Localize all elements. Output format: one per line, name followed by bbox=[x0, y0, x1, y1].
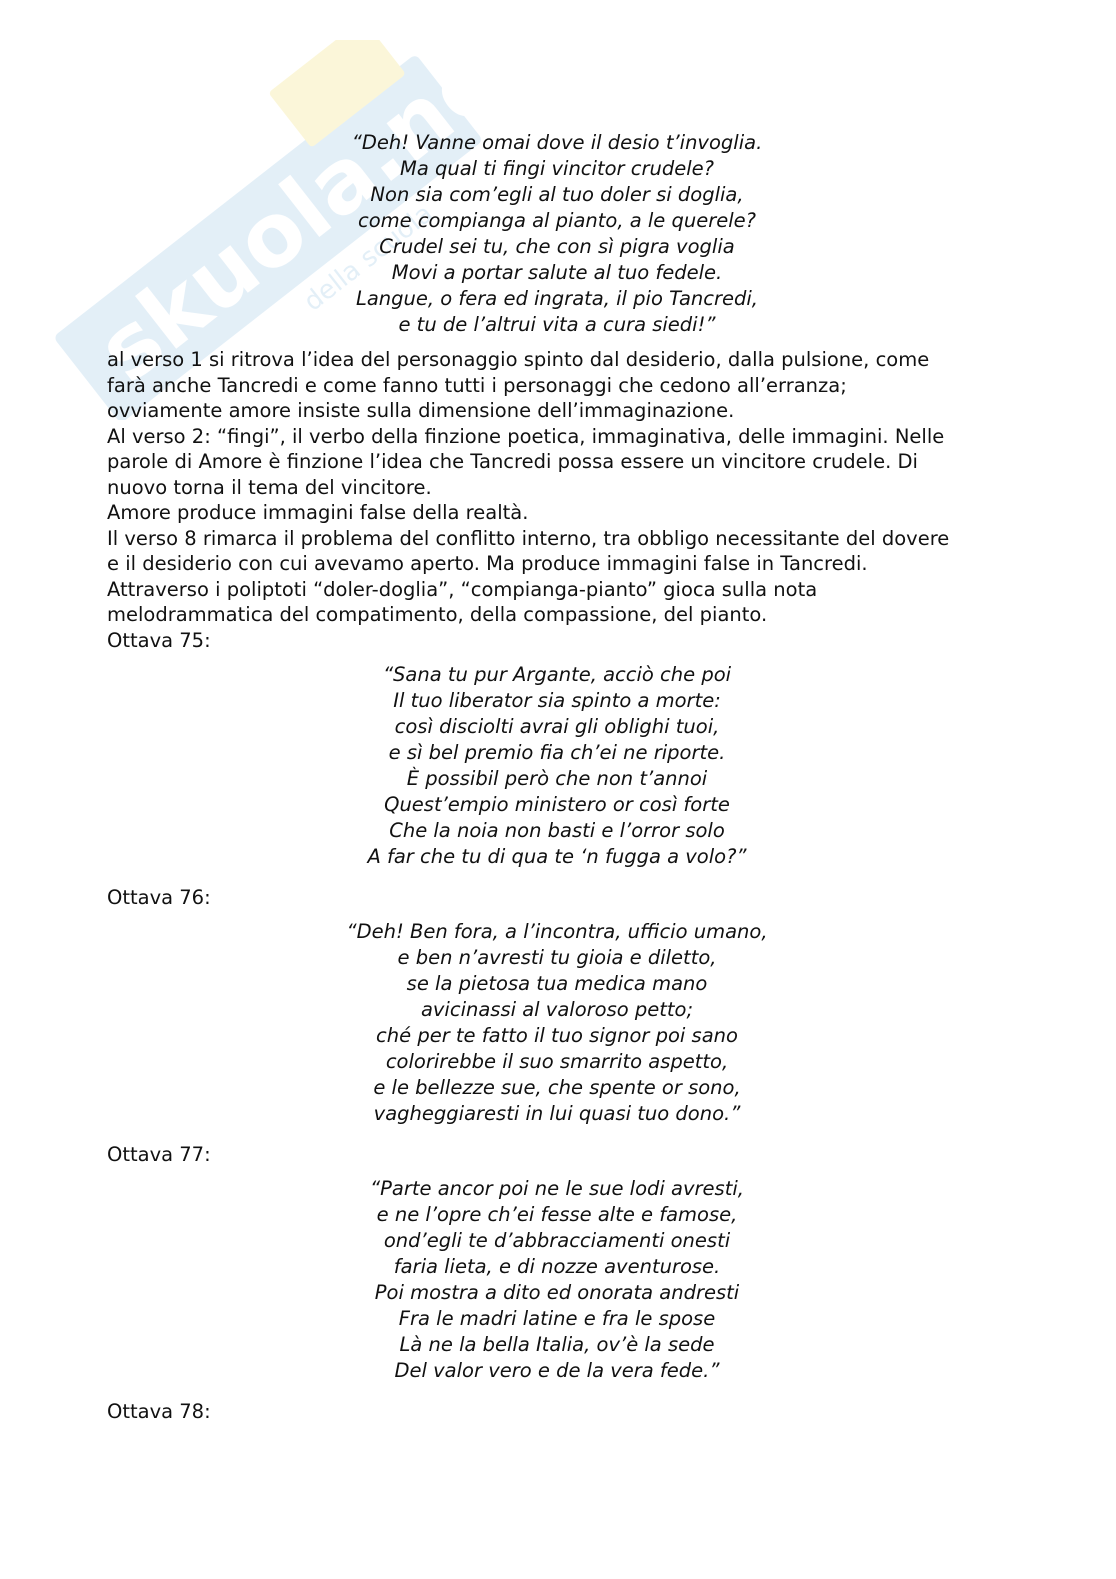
commentary-line: parole di Amore è finzione l’idea che Tancredi possa essere un vincitore crudele. Di bbox=[107, 450, 918, 473]
commentary bbox=[107, 347, 1007, 653]
verse-line: e ne l’opre ch’ei fesse alte e famose, bbox=[376, 1203, 738, 1226]
label-ottava-77: Ottava 77: bbox=[107, 1143, 211, 1166]
verse-line: e tu de l’altrui vita a cura siedi!” bbox=[398, 313, 716, 336]
verse-line: se la pietosa tua medica mano bbox=[406, 972, 708, 995]
verse-line: colorirebbe il suo smarrito aspetto, bbox=[385, 1050, 729, 1073]
verse-line: Non sia com’egli al tuo doler si doglia, bbox=[370, 183, 744, 206]
verse-line: Ma qual ti fingi vincitor crudele? bbox=[400, 157, 714, 180]
verse-line: vagheggiaresti in lui quasi tuo dono.” bbox=[373, 1102, 741, 1125]
verse-line: Che la noia non basti e l’orror solo bbox=[389, 819, 725, 842]
commentary-line: Amore produce immagini false della realtà. bbox=[107, 501, 529, 524]
verse-line: e ben n’avresti tu gioia e diletto, bbox=[397, 946, 717, 969]
verse-line: e sì bel premio fia ch’ei ne riporte. bbox=[388, 741, 726, 764]
stanza-75 bbox=[107, 662, 1007, 870]
commentary-line: e il desiderio con cui avevamo aperto. Ma produce immagini false in Tancredi. bbox=[107, 552, 868, 575]
document-page bbox=[107, 128, 1007, 1425]
verse-line: così disciolti avrai gli oblighi tuoi, bbox=[394, 715, 720, 738]
commentary-line: farà anche Tancredi e come fanno tutti i personaggi che cedono all’erranza; bbox=[107, 373, 847, 397]
verse-line: Poi mostra a dito ed onorata andresti bbox=[374, 1281, 740, 1304]
commentary-line: Ottava 75: bbox=[107, 628, 211, 652]
verse-line: faria lieta, e di nozze aventurose. bbox=[393, 1255, 721, 1278]
verse-line: e le bellezze sue, che spente or sono, bbox=[373, 1076, 741, 1099]
watermark-sub-text: della scuola bbox=[298, 198, 439, 318]
verse-line: “Deh! Ben fora, a l’incontra, ufficio umano, bbox=[346, 920, 768, 943]
verse-line: A far che tu di qua te ‘n fugga a volo?” bbox=[367, 845, 747, 868]
commentary-line: Al verso 2: “fingi”, il verbo della finzione poetica, immaginativa, delle immagini. Nelle bbox=[107, 424, 945, 448]
verse-line: “Deh! Vanne omai dove il desio t’invoglia. bbox=[351, 131, 763, 154]
commentary-line: melodrammatica del compatimento, della compassione, del pianto. bbox=[107, 603, 768, 626]
watermark-logo-text: skuola.net bbox=[78, 40, 490, 403]
stanza-77 bbox=[107, 1176, 1007, 1384]
verse-line: come compianga al pianto, a le querele? bbox=[357, 209, 757, 232]
label-ottava-78: Ottava 78: bbox=[107, 1400, 211, 1423]
verse-line: È possibil però che non t’annoi bbox=[406, 767, 708, 790]
verse-line: avicinassi al valoroso petto; bbox=[420, 998, 694, 1021]
verse-line: “Parte ancor poi ne le sue lodi avresti, bbox=[370, 1177, 744, 1200]
commentary-line: al verso 1 si ritrova l’idea del personaggio spinto dal desiderio, dalla pulsione, come bbox=[107, 348, 930, 371]
commentary-line: Attraverso i poliptoti “doler-doglia”, “compianga-pianto” gioca sulla nota bbox=[107, 577, 818, 601]
verse-line: Del valor vero e de la vera fede.” bbox=[394, 1359, 720, 1382]
stanza-74 bbox=[107, 130, 1007, 338]
verse-line: ché per te fatto il tuo signor poi sano bbox=[376, 1024, 738, 1047]
verse-line: ond’egli te d’abbracciamenti onesti bbox=[383, 1229, 731, 1252]
commentary-line: nuovo torna il tema del vincitore. bbox=[107, 475, 432, 499]
commentary-line: Il verso 8 rimarca il problema del conflitto interno, tra obbligo necessitante del dovere bbox=[107, 526, 950, 550]
verse-line: Langue, o fera ed ingrata, il pio Tancredi, bbox=[355, 287, 758, 310]
verse-line: Quest’empio ministero or così forte bbox=[384, 793, 730, 816]
verse-line: “Sana tu pur Argante, acciò che poi bbox=[382, 663, 732, 686]
label-ottava-76: Ottava 76: bbox=[107, 886, 211, 909]
stanza-76 bbox=[107, 919, 1007, 1127]
verse-line: Crudel sei tu, che con sì pigra voglia bbox=[379, 235, 735, 258]
verse-line: Là ne la bella Italia, ov’è la sede bbox=[399, 1333, 715, 1356]
verse-line: Movi a portar salute al tuo fedele. bbox=[391, 261, 723, 284]
commentary-line: ovviamente amore insiste sulla dimensione dell’immaginazione. bbox=[107, 399, 735, 422]
verse-line: Fra le madri latine e fra le spose bbox=[398, 1307, 716, 1330]
verse-line: Il tuo liberator sia spinto a morte: bbox=[393, 689, 721, 712]
